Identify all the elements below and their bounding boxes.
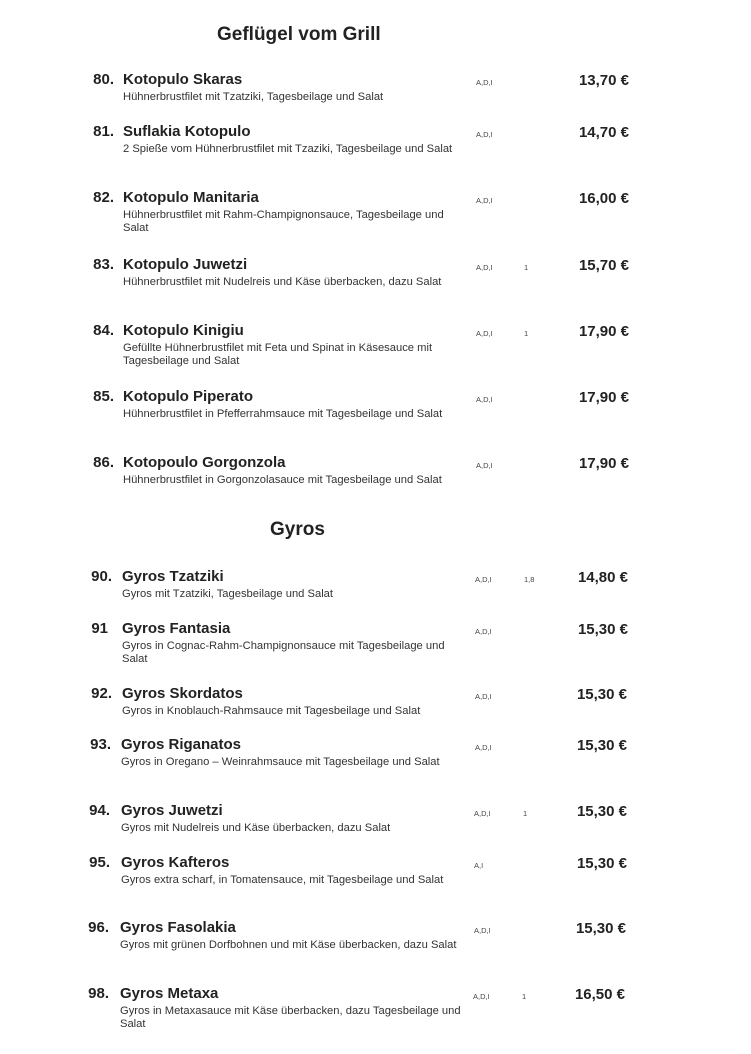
item-price: 16,50 €	[574, 986, 625, 1003]
menu-item-91	[0, 620, 751, 670]
section-title-grill: Geflügel vom Grill	[217, 24, 381, 45]
item-name: Suflakia Kotopulo	[123, 123, 251, 140]
item-price: 15,30 €	[576, 686, 627, 703]
item-additives: 1,8	[524, 575, 535, 584]
item-description: Gyros in Metaxasauce mit Käse überbacken, dazu Tagesbeilage und Salat	[120, 1005, 461, 1030]
item-description: Hühnerbrustfilet in Gorgonzolasauce mit Tagesbeilage und Salat	[123, 474, 442, 486]
menu-item-93	[0, 736, 751, 786]
menu-item-82	[0, 189, 751, 239]
item-price: 16,00 €	[578, 190, 629, 207]
item-description: Hühnerbrustfilet mit Rahm-Champignonsauce, Tagesbeilage und Salat	[123, 209, 444, 234]
item-price: 15,30 €	[577, 621, 628, 638]
item-allergens: A,D,I	[476, 263, 493, 272]
menu-item-85	[0, 388, 751, 438]
menu-item-98	[0, 985, 751, 1035]
item-allergens: A,D,I	[475, 743, 492, 752]
item-number: 91	[91, 620, 108, 637]
item-additives: 1	[524, 263, 529, 272]
item-allergens: A,D,I	[476, 329, 493, 338]
item-allergens: A,I	[474, 861, 484, 870]
item-description: Hühnerbrustfilet mit Nudelreis und Käse überbacken, dazu Salat	[123, 276, 442, 288]
item-allergens: A,D,I	[473, 992, 490, 1001]
item-description: Gyros in Cognac-Rahm-Champignonsauce mit Tagesbeilage und Salat	[122, 640, 445, 665]
item-allergens: A,D,I	[475, 627, 492, 636]
item-price: 14,70 €	[578, 124, 629, 141]
menu-item-86	[0, 454, 751, 504]
item-allergens: A,D,I	[474, 926, 491, 935]
item-name: Gyros Fantasia	[122, 620, 231, 637]
item-description: Hühnerbrustfilet in Pfefferrahmsauce mit Tagesbeilage und Salat	[123, 408, 443, 420]
item-allergens: A,D,I	[476, 130, 493, 139]
menu-item-80	[0, 71, 751, 111]
item-price: 17,90 €	[578, 389, 629, 406]
item-name: Gyros Fasolakia	[120, 919, 236, 936]
item-allergens: A,D,I	[475, 692, 492, 701]
item-description: Gyros extra scharf, in Tomatensauce, mit Tagesbeilage und Salat	[121, 874, 444, 886]
item-name: Gyros Juwetzi	[121, 802, 223, 819]
menu-item-84	[0, 322, 751, 372]
item-name: Gyros Skordatos	[122, 685, 243, 702]
menu-item-90	[0, 568, 751, 608]
item-number: 98.	[88, 985, 109, 1002]
item-allergens: A,D,I	[476, 461, 493, 470]
item-allergens: A,D,I	[476, 395, 493, 404]
item-number: 93.	[90, 736, 111, 753]
item-description: Gyros mit grünen Dorfbohnen und mit Käse überbacken, dazu Salat	[120, 939, 457, 951]
item-description: Gyros mit Nudelreis und Käse überbacken, dazu Salat	[121, 822, 391, 834]
item-additives: 1	[524, 329, 529, 338]
item-number: 84.	[93, 322, 114, 339]
menu-item-81	[0, 123, 751, 173]
item-name: Kotopulo Piperato	[123, 388, 253, 405]
item-name: Gyros Kafteros	[121, 854, 230, 871]
item-description: Gyros in Knoblauch-Rahmsauce mit Tagesbeilage und Salat	[122, 705, 421, 717]
item-number: 81.	[93, 123, 114, 140]
item-price: 15,30 €	[575, 920, 626, 937]
item-name: Kotopulo Juwetzi	[123, 256, 248, 273]
item-description: Gyros mit Tzatziki, Tagesbeilage und Salat	[122, 588, 334, 600]
item-price: 15,30 €	[576, 803, 627, 820]
item-description: Gyros in Oregano – Weinrahmsauce mit Tagesbeilage und Salat	[121, 756, 440, 768]
item-name: Gyros Metaxa	[120, 985, 219, 1002]
item-price: 14,80 €	[577, 569, 628, 586]
item-price: 15,30 €	[576, 855, 627, 872]
item-number: 96.	[88, 919, 109, 936]
menu-item-96	[0, 919, 751, 969]
item-description: 2 Spieße vom Hühnerbrustfilet mit Tzaziki, Tagesbeilage und Salat	[123, 143, 453, 155]
item-name: Kotopulo Skaras	[123, 71, 243, 88]
item-price: 15,70 €	[578, 257, 629, 274]
item-number: 95.	[89, 854, 110, 871]
item-number: 85.	[93, 388, 114, 405]
item-number: 82.	[93, 189, 114, 206]
menu-item-95	[0, 854, 751, 904]
menu-item-83	[0, 256, 751, 306]
item-name: Gyros Riganatos	[121, 736, 242, 753]
item-allergens: A,D,I	[474, 809, 491, 818]
item-additives: 1	[523, 809, 528, 818]
item-description: Hühnerbrustfilet mit Tzatziki, Tagesbeilage und Salat	[123, 91, 384, 103]
item-allergens: A,D,I	[476, 196, 493, 205]
item-number: 92.	[91, 685, 112, 702]
item-name: Kotopoulo Gorgonzola	[123, 454, 286, 471]
item-number: 94.	[89, 802, 110, 819]
item-number: 90.	[91, 568, 112, 585]
item-price: 17,90 €	[578, 455, 629, 472]
item-allergens: A,D,I	[475, 575, 492, 584]
item-name: Kotopulo Manitaria	[123, 189, 259, 206]
menu-item-92	[0, 685, 751, 725]
item-additives: 1	[522, 992, 527, 1001]
item-description: Gefüllte Hühnerbrustfilet mit Feta und Spinat in Käsesauce mit Tagesbeilage und Salat	[123, 342, 433, 367]
item-price: 17,90 €	[578, 323, 629, 340]
menu-item-94	[0, 802, 751, 842]
item-price: 13,70 €	[578, 72, 629, 89]
item-name: Gyros Tzatziki	[122, 568, 224, 585]
item-number: 86.	[93, 454, 114, 471]
item-allergens: A,D,I	[476, 78, 493, 87]
item-price: 15,30 €	[576, 737, 627, 754]
item-number: 83.	[93, 256, 114, 273]
item-name: Kotopulo Kinigiu	[123, 322, 244, 339]
section-title-gyros: Gyros	[270, 519, 325, 540]
item-number: 80.	[93, 71, 114, 88]
